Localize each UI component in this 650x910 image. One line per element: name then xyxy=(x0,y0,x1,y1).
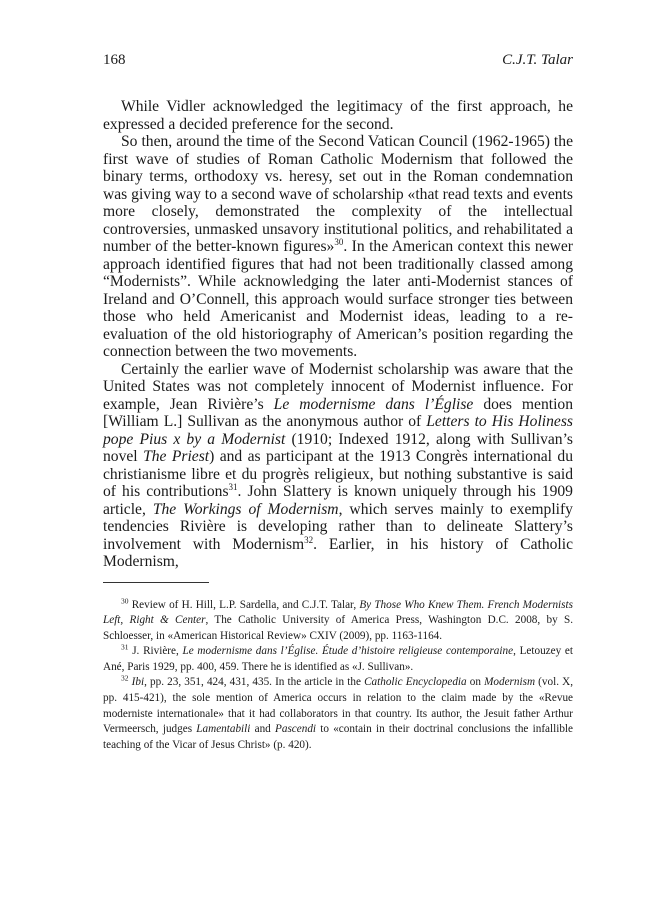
main-text xyxy=(103,98,573,571)
paragraph-1: While Vidler acknowledged the legitimacy of the first approach, he expressed a decided preference for the second. xyxy=(103,98,573,133)
paragraph-2 xyxy=(103,133,573,361)
running-header xyxy=(103,52,573,74)
footnote-text: , pp. 23, 351, 424, 431, 435. In the article in the xyxy=(144,676,365,689)
footnotes xyxy=(103,595,574,754)
footnote-divider xyxy=(103,582,209,583)
footnote-title: By Those Who Knew Them. French Modernists Left, Right & Center xyxy=(103,598,573,627)
footnote-text: , The Catholic University of America Press, Washington D.C. 2008, by S. Schloesser, in «American Historical Review» CXIV (2009), pp. 1163-1164. xyxy=(103,614,573,642)
footnote-number: 30 xyxy=(121,595,129,605)
paragraph-2-text-a: So then, around the time of the Second Vatican Council (1962-1965) the first wave of studies of Roman Catholic Modernism that followed the binary terms, orthodoxy vs. heresy, set out in the Roman condemnation was giving way to a second wave of scholarship «that read texts and events more closely, demonstrated the complexity of the intellectual controversies, unmasked unsavory institutional politics, and rehabilitated a number of the better-known figures» xyxy=(103,133,573,255)
paragraph-3-text-e: . John Slattery is known uniquely through his 1909 article, xyxy=(103,483,573,518)
footnote-number: 31 xyxy=(121,642,129,652)
footnote-31 xyxy=(103,644,573,675)
footnote-title: Modernism xyxy=(484,676,536,689)
paragraph-3-text-b: does mention [William L.] Sullivan as the anonymous author of xyxy=(103,395,573,430)
footnote-title: Catholic Encyclopedia xyxy=(364,676,467,689)
footnote-text: to «contain in their doctrinal conclusions the infallible teaching of the Vicar of Jesus Christ» (p. 420). xyxy=(103,723,574,751)
book-page xyxy=(103,52,573,753)
footnote-text: J. Rivière, xyxy=(128,645,183,658)
footnote-text: and xyxy=(250,723,276,736)
article-title-workings: The Workings of Modernism xyxy=(152,500,339,518)
footnote-title: Pascendi xyxy=(275,723,317,736)
footnote-number: 32 xyxy=(121,673,129,683)
running-head-author: C.J.T. Talar xyxy=(502,52,573,68)
footnote-32 xyxy=(103,675,573,753)
book-title-riviere: Le modernisme dans l’Église xyxy=(273,395,474,413)
footnote-title: Le modernisme dans l’Église. Étude d’histoire religieuse contemporaine xyxy=(182,645,514,658)
footnote-title: Lamentabili xyxy=(196,723,251,736)
footnote-30 xyxy=(103,595,573,645)
footnote-text: Review of H. Hill, L.P. Sardella, and C.J.T. Talar, xyxy=(128,598,360,611)
paragraph-3-text-f: , which serves mainly to exemplify tendencies Rivière is developing rather than to delineate Slattery’s involvement with Modernism xyxy=(103,500,573,553)
book-title-letters: Letters to His Holiness pope Pius x by a Modernist xyxy=(103,413,573,448)
paragraph-3-text-d: ) and as participant at the 1913 Congrès international du christianisme libre et du progrès religieux, but nothing substantive is said of his contributions xyxy=(103,448,573,500)
footnote-ref-32[interactable]: 32 xyxy=(304,534,314,545)
footnote-ref-30[interactable]: 30 xyxy=(334,236,344,247)
footnote-text: (vol. X, pp. 415-421), the sole mention of America occurs in relation to the claim made by the «Revue moderniste internationale» that it had collaborators in that country. Its author, the Jesuit father Arthur Vermeersch, judges xyxy=(103,676,574,736)
footnote-text: on xyxy=(466,676,485,689)
footnote-text: , Letouzey et Ané, Paris 1929, pp. 400, 459. There he is identified as «J. Sullivan». xyxy=(103,645,573,673)
paragraph-3-text-a: Certainly the earlier wave of Modernist scholarship was aware that the United States was not completely innocent of Modernist influence. For example, Jean Rivière’s xyxy=(103,360,573,413)
page-number: 168 xyxy=(103,52,126,68)
paragraph-2-text-b: . In the American context this newer approach identified figures that had not been traditionally classed among “Modernists”. While acknowledging the later anti-Modernist stances of Ireland and O’Connell, this approach would surface stronger ties between those who held Americanist and Modernist ideas, leading to a re-evaluation of the old historiography of American’s position regarding the connection between the two movements. xyxy=(103,238,573,360)
footnote-ibi: Ibi xyxy=(131,676,145,689)
paragraph-3-text-g: . Earlier, in his history of Catholic Modernism, xyxy=(103,535,574,570)
paragraph-3 xyxy=(103,361,573,571)
paragraph-3-text-c: (1910; Indexed 1912, along with Sullivan’s novel xyxy=(103,430,573,465)
footnote-ref-31[interactable]: 31 xyxy=(228,481,238,492)
book-title-priest: The Priest xyxy=(143,448,210,465)
